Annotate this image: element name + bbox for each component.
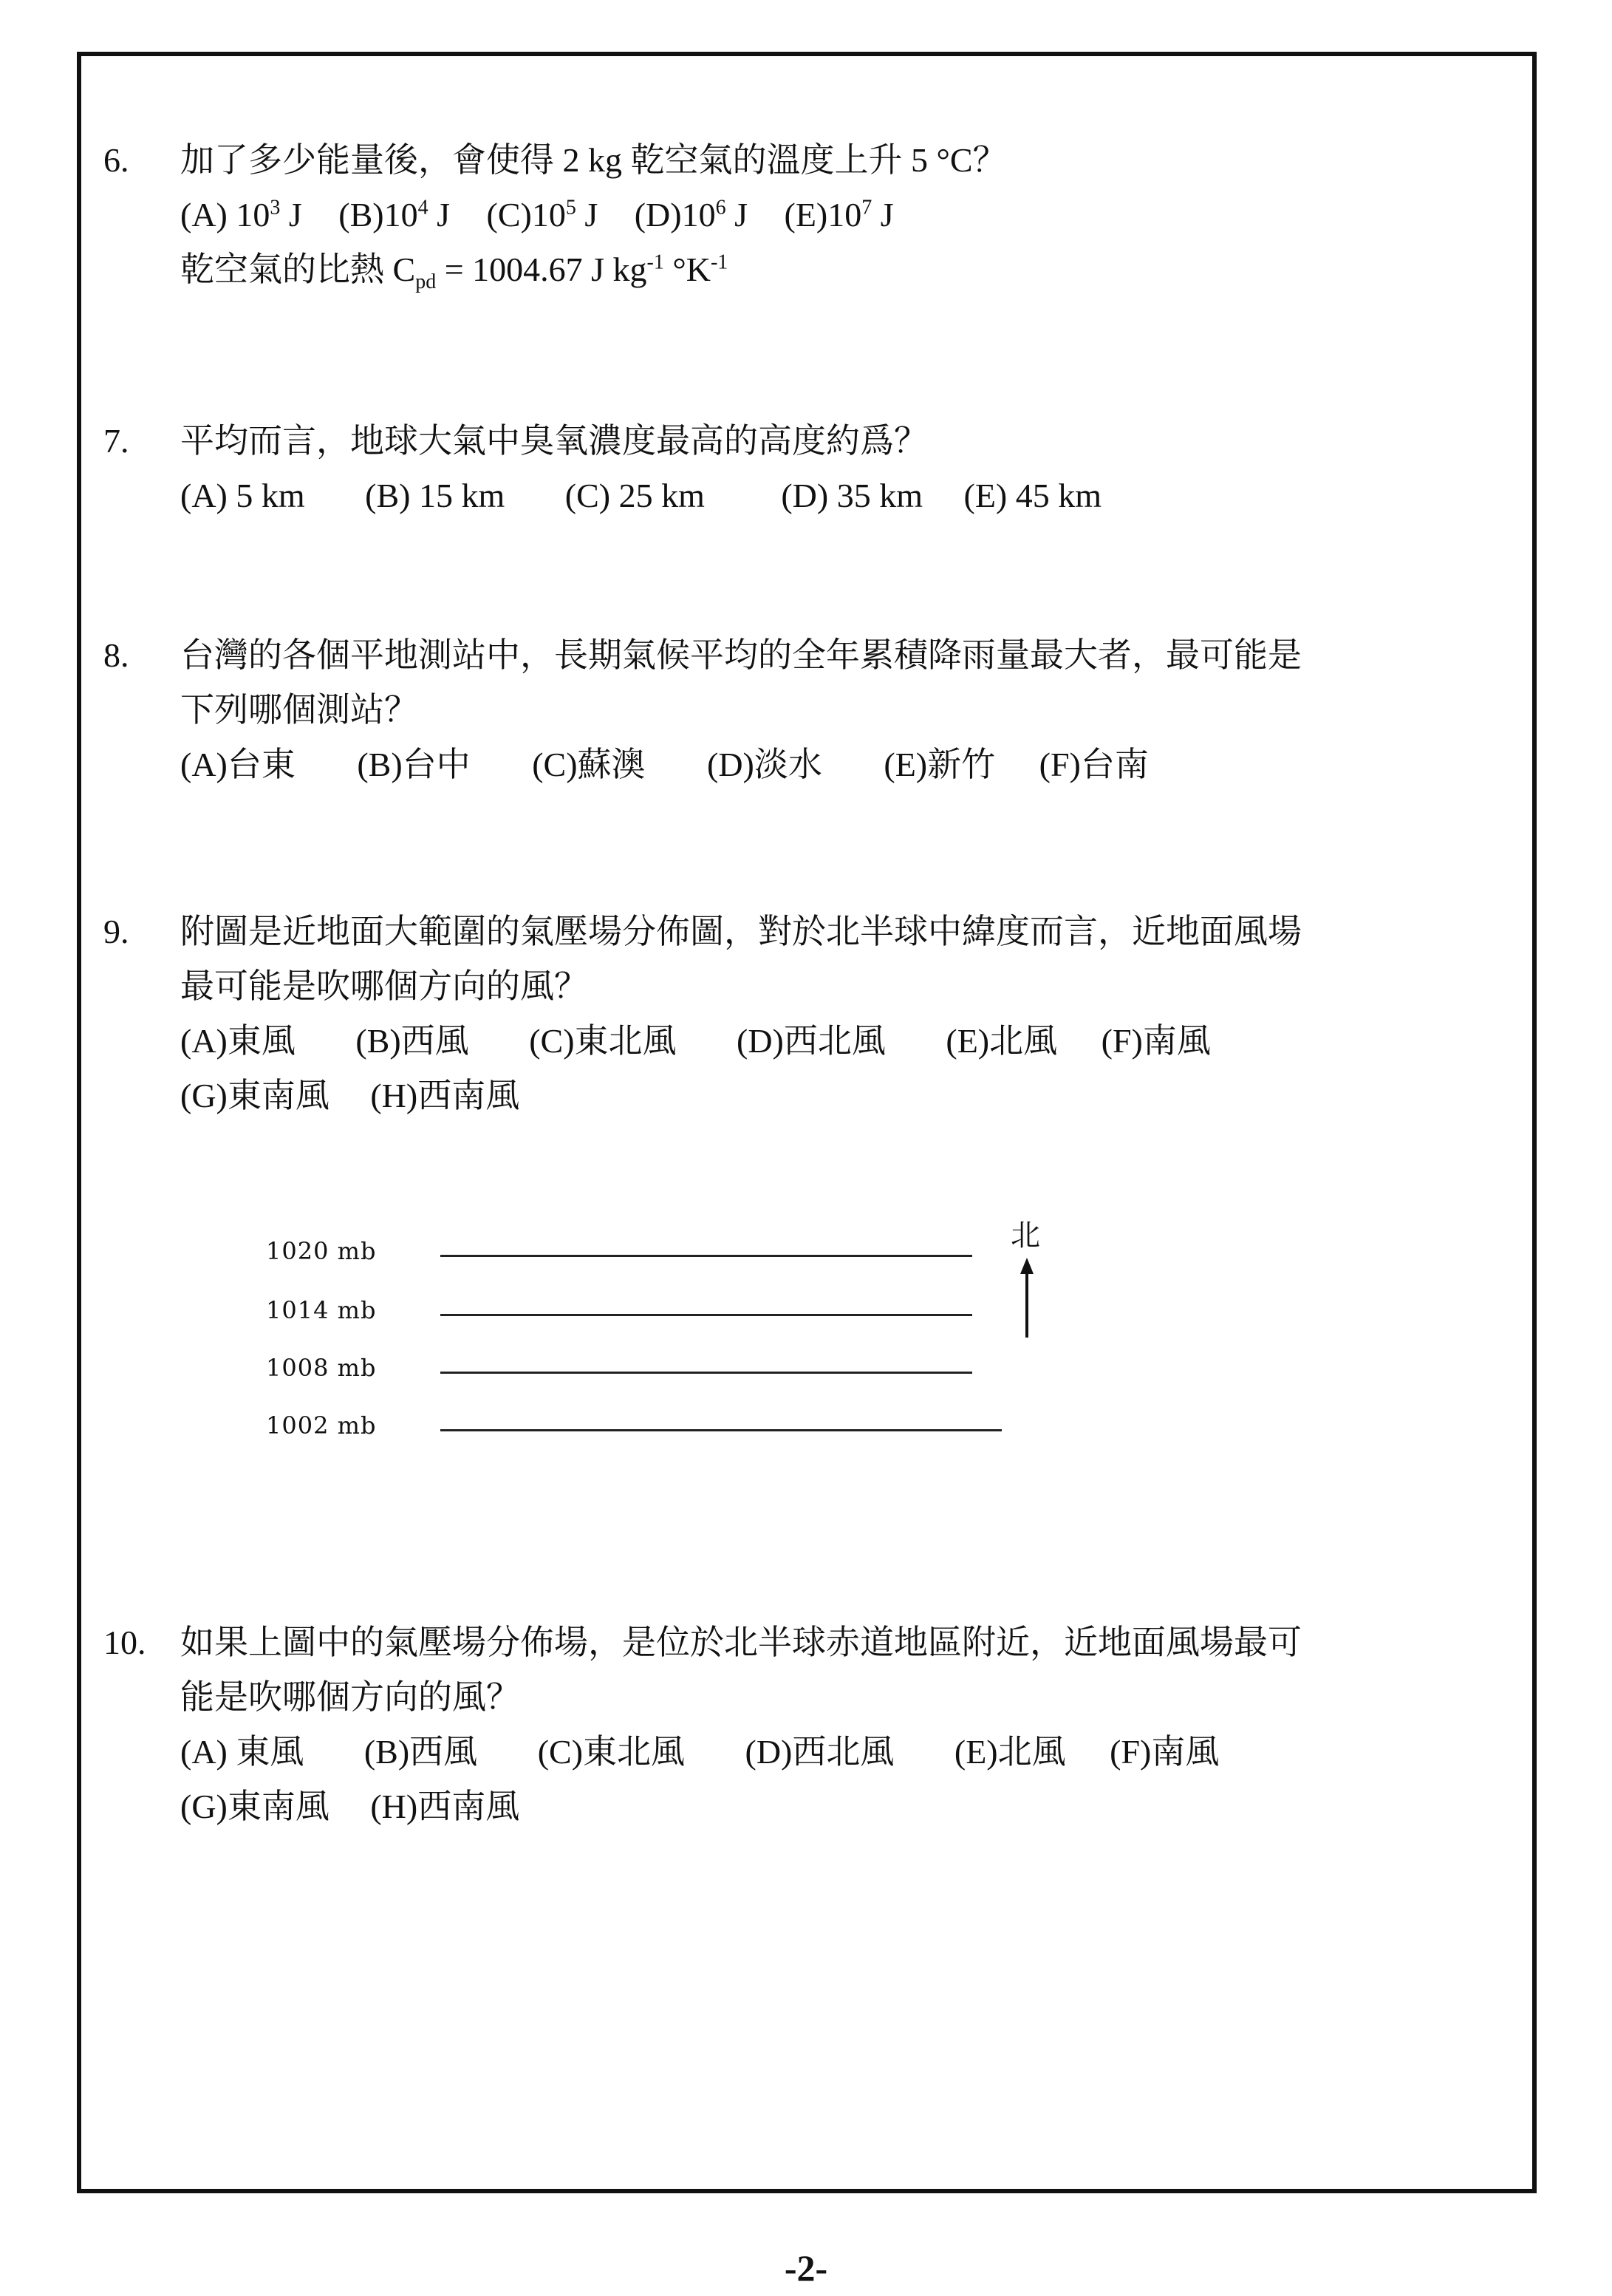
option-b: (B)西風 [355, 1022, 469, 1060]
option-d: (D)西北風 [737, 1022, 886, 1060]
option-c: (C)東北風 [529, 1022, 677, 1060]
option-e: (E)新竹 [884, 746, 996, 783]
isobar-label-1002: 1002 mb [266, 1411, 377, 1440]
options-row [180, 188, 1007, 242]
isobar-line-1002 [440, 1429, 1002, 1431]
option-c: (C) 25 km [564, 477, 705, 514]
option-d: (D)淡水 [707, 746, 822, 783]
options-row [180, 737, 1302, 792]
option-b: (B) 15 km [365, 477, 505, 514]
question-stem: 加了多少能量後，會使得 2 kg 乾空氣的溫度上升 5 °C？ [180, 141, 1007, 179]
option-h: (H)西南風 [370, 1077, 520, 1114]
option-e: $(E)10^7$ J [784, 196, 894, 234]
isobar-label-1008: 1008 mb [266, 1354, 377, 1382]
question-number: 8. [103, 636, 129, 674]
option-a: (A) 5 km [180, 477, 305, 514]
question-stem-line-1: 台灣的各個平地測站中，長期氣候平均的全年累積降雨量最大者，最可能是 [180, 636, 1302, 674]
options-row-1 [180, 1725, 1302, 1779]
option-b: (B)台中 [357, 746, 471, 783]
option-c: $(C)10^5$ J [486, 196, 598, 234]
specific-heat-note: 乾空氣的比熱 $C_{pd} = 1004.67$ J $kg^{-1}$ $^\circ K^{-1}$ [180, 251, 728, 294]
question-number: 9. [103, 913, 129, 950]
option-b: (B)西風 [363, 1733, 478, 1771]
option-a: (A)東風 [180, 1022, 296, 1060]
option-d: (D) 35 km [781, 477, 923, 514]
page-number: -2- [784, 2247, 828, 2289]
question-number: 6. [103, 141, 129, 179]
isobar-line-1014 [440, 1314, 972, 1316]
option-a: (A) $10^3$ J [180, 196, 302, 234]
option-h: (H)西南風 [370, 1788, 520, 1825]
question-number: 10. [103, 1624, 146, 1661]
question-stem-line-2: 最可能是吹哪個方向的風？ [180, 967, 588, 1005]
option-g: (G)東南風 [180, 1788, 329, 1825]
option-c: (C)蘇澳 [532, 746, 646, 783]
option-f: (F)南風 [1110, 1733, 1220, 1771]
option-f: (F)台南 [1039, 746, 1149, 783]
option-a: (A) 東風 [180, 1733, 304, 1771]
question-number: 7. [103, 422, 129, 460]
option-a: (A)台東 [180, 746, 296, 783]
question-stem-line-2: 能是吹哪個方向的風？ [180, 1678, 520, 1716]
option-e: (E) 45 km [963, 477, 1102, 514]
isobar-line-1008 [440, 1372, 972, 1374]
pressure-field-diagram [266, 1212, 1079, 1463]
question-stem-line-1: 附圖是近地面大範圍的氣壓場分佈圖，對於北半球中緯度而言，近地面風場 [180, 913, 1302, 950]
options-row-1 [180, 1014, 1302, 1069]
option-b: $(B)10^4$ J [338, 196, 450, 234]
question-stem-line-1: 如果上圖中的氣壓場分佈場，是位於北半球赤道地區附近，近地面風場最可 [180, 1624, 1302, 1661]
isobar-label-1020: 1020 mb [266, 1237, 377, 1265]
option-g: (G)東南風 [180, 1077, 329, 1114]
option-d: $(D)10^6$ J [634, 196, 748, 234]
question-stem: 平均而言，地球大氣中臭氧濃度最高的高度約爲？ [180, 422, 928, 460]
option-c: (C)東北風 [537, 1733, 686, 1771]
option-f: (F)南風 [1101, 1022, 1211, 1060]
isobar-line-1020 [440, 1255, 972, 1257]
option-e: (E)北風 [946, 1022, 1058, 1060]
north-label: 北 [1011, 1219, 1040, 1252]
options-row-2 [180, 1069, 1302, 1123]
options-row-2 [180, 1779, 1302, 1834]
option-d: (D)西北風 [745, 1733, 895, 1771]
option-e: (E)北風 [954, 1733, 1066, 1771]
question-stem-line-2: 下列哪個測站？ [180, 691, 418, 729]
north-arrow-icon [1014, 1258, 1040, 1339]
options-row [180, 469, 1130, 523]
isobar-label-1014: 1014 mb [266, 1296, 377, 1324]
